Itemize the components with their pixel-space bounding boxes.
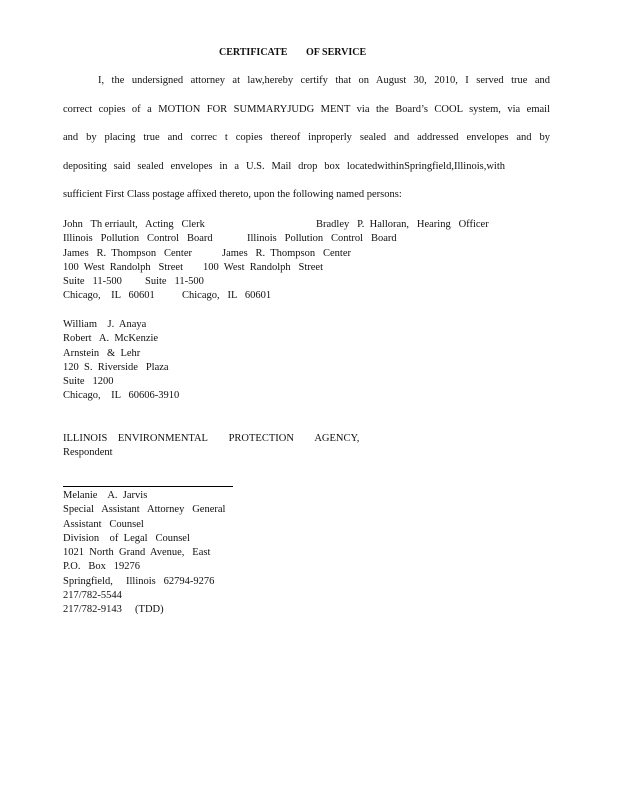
clerk-suite: Suite 11-500 bbox=[63, 276, 122, 288]
signer-city: Springfield, Illinois 62794-9276 bbox=[63, 575, 215, 587]
service-row bbox=[63, 275, 543, 289]
service-row bbox=[63, 289, 543, 303]
officer-suite: Suite 11-500 bbox=[145, 276, 204, 288]
signer-po-box: P.O. Box 19276 bbox=[63, 561, 141, 573]
signer-title: Special Assistant Attorney General bbox=[63, 504, 226, 516]
service-row bbox=[63, 261, 543, 275]
address-line: Robert A. McKenzie bbox=[63, 333, 159, 345]
address-line: Suite 1200 bbox=[63, 376, 114, 388]
clerk-building: James R. Thompson Center bbox=[63, 247, 193, 259]
body-line-1: I, the undersigned attorney at law,hereby certify that on August 30, 2010, I served true and bbox=[98, 75, 550, 86]
title-certificate: CERTIFICATE bbox=[219, 47, 288, 58]
title-of-service: OF SERVICE bbox=[306, 47, 367, 58]
hearing-officer-name: Bradley P. Halloran, Hearing Officer bbox=[316, 219, 489, 230]
address-line: William J. Anaya bbox=[63, 319, 147, 330]
clerk-org: Illinois Pollution Control Board bbox=[63, 233, 213, 245]
party-role: Respondent bbox=[63, 447, 113, 459]
body-line-2: correct copies of a MOTION FOR SUMMARYJUDG MENT via the Board’s COOL system, via email bbox=[63, 104, 550, 115]
clerk-name: John Th erriault, Acting Clerk bbox=[63, 219, 205, 230]
body-line-5: sufficient First Class postage affixed thereto, upon the following named persons: bbox=[63, 189, 402, 200]
address-line: 120 S. Riverside Plaza bbox=[63, 361, 169, 373]
body-line-3: and by placing true and correc t copies thereof inproperly sealed and addressed envelopes and by bbox=[63, 132, 550, 143]
officer-city: Chicago, IL 60601 bbox=[182, 290, 272, 302]
clerk-city: Chicago, IL 60601 bbox=[63, 290, 155, 302]
body-line-4: depositing said sealed envelopes in a U.S. Mail drop box locatedwithinSpringfield,Illinois,with bbox=[63, 161, 505, 172]
signer-name: Melanie A. Jarvis bbox=[63, 490, 148, 501]
officer-street: 100 West Randolph Street bbox=[203, 261, 323, 273]
signature-line bbox=[63, 486, 233, 487]
signer-title-2: Assistant Counsel bbox=[63, 518, 144, 530]
signer-phone: 217/782-5544 bbox=[63, 590, 122, 602]
service-address-block bbox=[63, 218, 543, 304]
service-row bbox=[63, 218, 543, 232]
party-name: ILLINOIS ENVIRONMENTAL PROTECTION AGENCY, bbox=[63, 433, 360, 444]
service-row bbox=[63, 247, 543, 261]
second-address-block bbox=[63, 318, 179, 404]
officer-org: Illinois Pollution Control Board bbox=[247, 233, 397, 245]
signer-tdd: 217/782-9143 (TDD) bbox=[63, 604, 164, 616]
service-row bbox=[63, 232, 543, 246]
address-line: Arnstein & Lehr bbox=[63, 347, 141, 359]
officer-building: James R. Thompson Center bbox=[222, 247, 352, 259]
party-block bbox=[63, 432, 359, 461]
clerk-street: 100 West Randolph Street bbox=[63, 261, 183, 273]
address-line: Chicago, IL 60606-3910 bbox=[63, 390, 180, 402]
signature-block bbox=[63, 489, 225, 618]
signer-street: 1021 North Grand Avenue, East bbox=[63, 547, 211, 559]
signer-division: Division of Legal Counsel bbox=[63, 532, 190, 544]
